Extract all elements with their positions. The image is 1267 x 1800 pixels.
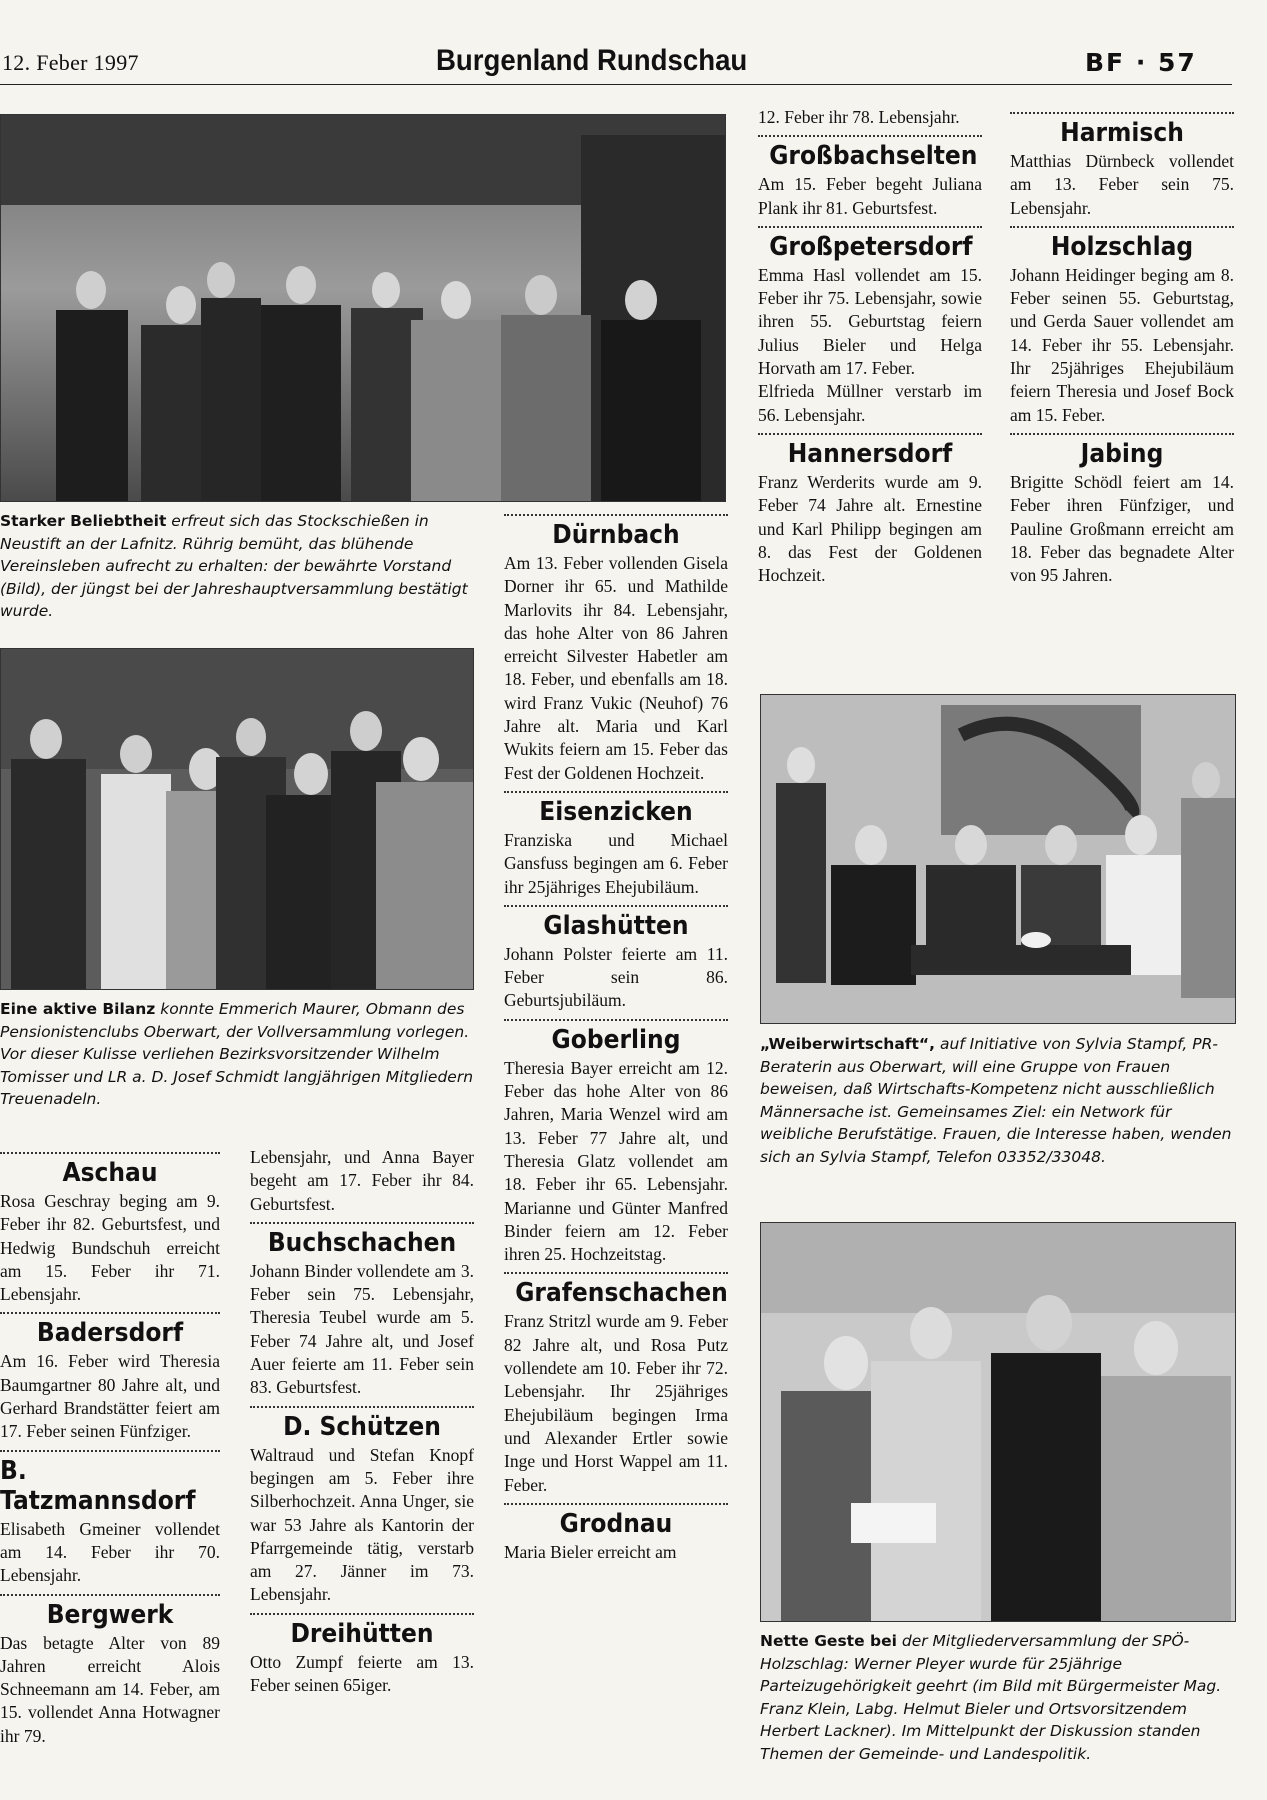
divider — [1010, 433, 1234, 435]
column-4 — [758, 106, 982, 587]
town-heading: Großpetersdorf — [769, 231, 973, 262]
town-heading: Bergwerk — [46, 1599, 174, 1630]
town-heading: Goberling — [551, 1024, 681, 1055]
divider — [758, 135, 982, 137]
issue-date: 12. Feber 1997 — [2, 50, 139, 75]
town-text: Am 13. Feber vollenden Gisela Dorner ihr 65. und Mathilde Marlovits ihr 84. Lebensjahr, das hohe Alter von 86 Jahren erreicht Silvester Habetler am 18. Feber, und ebenfalls am 18. wird Franz Vukic (Neuhof) 76 Jahre alt. Maria und Karl Wukits feiern am 15. Feber das Fest der Goldenen Hochzeit. — [504, 553, 728, 783]
town-text: Johann Binder vollendete am 3. Feber sein 75. Lebensjahr, Theresia Teubel wurde am 5. Feber 74 Jahre alt, und Josef Auer feierte am 11. Feber sein 83. Geburtsfest. — [250, 1260, 474, 1398]
town-heading: Dreihütten — [290, 1618, 434, 1649]
divider — [0, 1312, 220, 1314]
column-4-lead: 12. Feber ihr 78. Lebensjahr. — [758, 107, 960, 127]
town-heading: Badersdorf — [36, 1318, 184, 1349]
town-text: Am 16. Feber wird Theresia Baumgartner 80 Jahre alt, und Gerhard Brandstätter feiert am 17. Feber seinen Fünfziger. — [0, 1351, 220, 1442]
town-heading: Glashütten — [543, 910, 689, 941]
caption-photo3 — [760, 1033, 1236, 1168]
photo-weiberwirtschaft — [760, 694, 1236, 1024]
caption-photo1 — [0, 510, 478, 623]
photo-spoe-holzschlag — [760, 1222, 1236, 1622]
town-heading: Buchschachen — [267, 1227, 457, 1258]
column-2-lead: Lebensjahr, und Anna Bayer begeht am 17. Feber ihr 84. Geburtsfest. — [250, 1147, 474, 1214]
divider — [504, 1272, 728, 1274]
town-text: Brigitte Schödl feiert am 14. Feber ihren Fünfziger, und Pauline Großmann erreicht am 18. Feber das begnadete Alter von 95 Jahren. — [1010, 471, 1234, 586]
divider — [0, 1152, 220, 1154]
divider — [504, 1503, 728, 1505]
column-5 — [1010, 106, 1234, 587]
newspaper-title: Burgenland Rundschau — [436, 44, 748, 77]
town-heading: Jabing — [1080, 438, 1164, 469]
caption-photo4 — [760, 1630, 1236, 1765]
caption-photo1-lead: Starker Beliebtheit — [0, 512, 167, 530]
town-heading: Harmisch — [1060, 118, 1184, 148]
header-rule — [0, 84, 1232, 85]
town-text: Franz Werderits wurde am 9. Feber 74 Jahre alt. Ernestine und Karl Philipp begingen am 8. das Fest der Goldenen Hochzeit. — [758, 471, 982, 586]
town-text: Maria Bieler erreicht am — [504, 1541, 677, 1562]
town-heading: Aschau — [62, 1158, 158, 1188]
town-text: Theresia Bayer erreicht am 12. Feber das hohe Alter von 86 Jahren, Maria Wenzel wird am 13. Feber 77 Jahre alt, und Theresia Glatz vollendet am 18. Feber ihr 65. Lebensjahr. Marianne und Günter Manfred Binder feiern am 12. Feber ihren 25. Hochzeitstag. — [504, 1057, 728, 1265]
town-text: Elisabeth Gmeiner vollendet am 14. Feber ihr 70. Lebensjahr. — [0, 1518, 220, 1586]
caption-photo4-text: der Mitgliederversammlung der SPÖ-Holzschlag: Werner Pleyer wurde für 25jährige Parteizugehörigkeit geehrt (im Bild mit Bürgermeister Mag. Franz Klein, Labg. Helmut Bieler und Ortsvorsitzendem Herbert Lackner). Im Mittelpunkt der Diskussion standen Themen der Gemeinde- und Landespolitik. — [760, 1632, 1222, 1763]
town-heading: Hannersdorf — [787, 438, 953, 469]
divider — [504, 905, 728, 907]
photo-stockschiessen-vorstand — [0, 114, 726, 502]
town-heading: Grodnau — [559, 1508, 673, 1539]
divider — [250, 1613, 474, 1615]
town-text: Franz Stritzl wurde am 9. Feber 82 Jahre alt, und Rosa Putz vollendete am 10. Feber ihr 72. Lebensjahr. Ihr 25jähriges Ehejubiläum begingen Irma und Alexander Ertler sowie Inge und Horst Wappel am 11. Feber. — [504, 1311, 728, 1495]
divider — [0, 1450, 220, 1452]
caption-photo3-lead: „Weiberwirtschaft“, — [760, 1035, 936, 1053]
town-text: Emma Hasl vollendet am 15. Feber ihr 75. Lebensjahr, sowie ihren 55. Geburtstag feiern Julius Bieler und Helga Horvath am 17. Feber. — [758, 264, 982, 379]
town-heading: Grafenschachen — [515, 1278, 728, 1309]
town-text: Johann Heidinger beging am 8. Feber seinen 55. Geburtstag, und Gerda Sauer vollendet am 14. Feber ihr 55. Lebensjahr. Ihr 25jähriges Ehejubiläum feiern Theresia und Josef Bock am 15. Feber. — [1010, 264, 1234, 425]
divider — [504, 514, 728, 516]
town-heading: B. Tatzmannsdorf — [0, 1455, 196, 1516]
town-text: Franziska und Michael Gansfuss begingen am 6. Feber ihr 25jähriges Ehejubiläum. — [504, 829, 728, 897]
town-text: Am 15. Feber begeht Juliana Plank ihr 81. Geburtsfest. — [758, 174, 982, 218]
town-heading: Eisenzicken — [539, 796, 693, 827]
divider — [504, 1019, 728, 1021]
divider — [1010, 226, 1234, 228]
town-text: Otto Zumpf feierte am 13. Feber seinen 65iger. — [250, 1651, 474, 1696]
caption-photo4-lead: Nette Geste bei — [760, 1632, 897, 1650]
town-text-2: Elfrieda Müllner verstarb im 56. Lebensjahr. — [758, 381, 982, 425]
divider — [0, 1594, 220, 1596]
town-text: Rosa Geschray beging am 9. Feber ihr 82. Geburtsfest, und Hedwig Bundschuh erreicht am 15. Feber ihr 71. Lebensjahr. — [0, 1191, 220, 1305]
divider — [758, 226, 982, 228]
caption-photo1-text: erfreut sich das Stockschießen in Neustift an der Lafnitz. Rührig bemüht, das blühende Vereinsleben aufrecht zu erhalten: der bewährte Vorstand (Bild), der jüngst bei der Jahreshauptversammlung bestätigt wurde. — [0, 512, 468, 620]
photo-pensionistenclub — [0, 648, 474, 990]
divider — [250, 1406, 474, 1408]
divider — [1010, 112, 1234, 114]
divider — [250, 1222, 474, 1224]
column-1 — [0, 1146, 220, 1748]
town-heading: Holzschlag — [1050, 231, 1194, 262]
town-text: Johann Polster feierte am 11. Feber sein 86. Geburtsjubiläum. — [504, 943, 728, 1011]
town-text: Das betagte Alter von 89 Jahren erreicht Alois Schneemann am 14. Feber, am 15. vollendet Anna Hotwagner ihr 79. — [0, 1632, 220, 1746]
town-heading: Großbachselten — [769, 141, 978, 172]
page-number: BF · 57 — [1085, 48, 1197, 77]
column-3 — [504, 508, 728, 1564]
caption-photo2-text: konnte Emmerich Maurer, Obmann des Pensionistenclubs Oberwart, der Vollversammlung vorlegen. Vor dieser Kulisse verliehen Bezirksvorsitzender Wilhelm Tomisser und LR a. D. Josef Schmidt langjährigen Mitgliedern Treuenadeln. — [0, 1000, 474, 1108]
divider — [758, 433, 982, 435]
town-heading: Dürnbach — [552, 520, 680, 550]
caption-photo2-lead: Eine aktive Bilanz — [0, 1000, 156, 1018]
divider — [504, 791, 728, 793]
town-text: Waltraud und Stefan Knopf begingen am 5. Feber ihre Silberhochzeit. Anna Unger, sie war 53 Jahre als Kantorin der Pfarrgemeinde tätig, verstarb am 27. Jänner im 73. Lebensjahr. — [250, 1444, 474, 1605]
town-text: Matthias Dürnbeck vollendet am 13. Feber sein 75. Lebensjahr. — [1010, 151, 1234, 218]
caption-photo3-text: auf Initiative von Sylvia Stampf, PR-Beraterin aus Oberwart, will eine Gruppe von Frauen beweisen, daß Wirtschafts-Kompetenz nicht ausschließlich Männersache ist. Gemeinsames Ziel: ein Network für weibliche Berufstätige. Frauen, die Interesse haben, wenden sich an Sylvia Stampf, Telefon 03352/33048. — [760, 1035, 1232, 1166]
caption-photo2 — [0, 998, 478, 1111]
town-heading: D. Schützen — [283, 1411, 441, 1442]
column-2 — [250, 1146, 474, 1697]
